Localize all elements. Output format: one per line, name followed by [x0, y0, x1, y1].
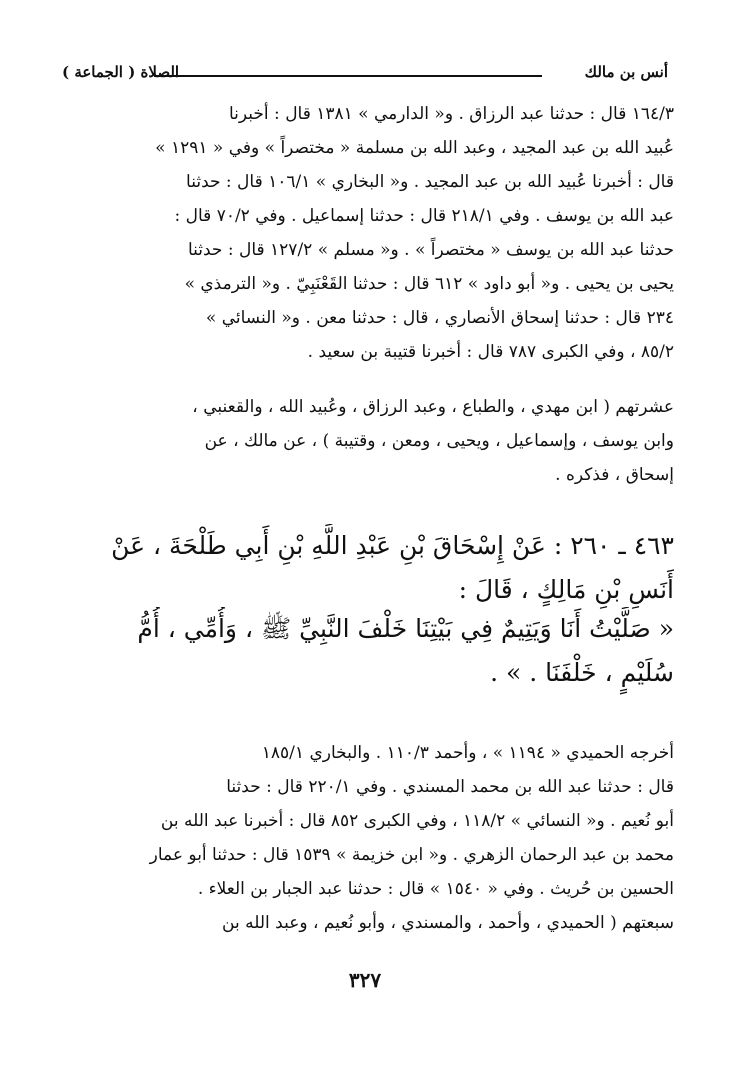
text-line: عبد الله بن يوسف . وفي ٢١٨/١ قال : حدثنا إسماعيل . وفي ٧٠/٢ قال :	[174, 206, 674, 226]
hadith-text	[62, 607, 674, 695]
text-line: قال : أخبرنا عُبيد الله بن عبد المجيد . و« البخاري » ١٠٦/١ قال : حدثنا	[186, 172, 674, 192]
text-line: ٨٥/٢ ، وفي الكبرى ٧٨٧ قال : أخبرنا قتيبة بن سعيد .	[307, 342, 674, 362]
text-line: عشرتهم ( ابن مهدي ، والطباع ، وعبد الرزاق ، وعُبيد الله ، والقعنبي ،	[192, 397, 674, 417]
narrators-paragraph-seven	[62, 906, 674, 940]
text-line: قال : حدثنا عبد الله بن محمد المسندي . وفي ٢٢٠/١ قال : حدثنا	[226, 777, 674, 797]
header-chapter-title: الصلاة ( الجماعة )	[62, 63, 180, 81]
running-header	[62, 57, 668, 87]
narrators-paragraph-ten	[62, 390, 674, 492]
hadith-line: « صَلَّيْتُ أَنَا وَيَتِيمٌ فِي بَيْتِنَا خَلْفَ النَّبِيِّ ﷺ ، وَأُمِّي ، أُمُّ	[137, 614, 674, 643]
text-line: سبعتهم ( الحميدي ، وأحمد ، والمسندي ، وأبو نُعيم ، وعبد الله بن	[222, 913, 674, 933]
text-line: إسحاق ، فذكره .	[555, 465, 674, 485]
text-line: الحسين بن حُريث . وفي « ١٥٤٠ » قال : حدثنا عبد الجبار بن العلاء .	[197, 879, 674, 899]
hadith-line: سُلَيْمٍ ، خَلْفَنَا . » .	[490, 658, 674, 687]
text-line: أبو نُعيم . و« النسائي » ١١٨/٢ ، وفي الكبرى ٨٥٢ قال : أخبرنا عبد الله بن	[160, 811, 674, 831]
hadith-chain	[62, 524, 674, 612]
text-line: ٢٣٤ قال : حدثنا إسحاق الأنصاري ، قال : حدثنا معن . و« النسائي »	[205, 308, 674, 328]
text-line: أخرجه الحميدي « ١١٩٤ » ، وأحمد ١١٠/٣ . والبخاري ١٨٥/١	[261, 743, 674, 763]
takhrij-paragraph-first	[62, 97, 674, 369]
header-rule	[154, 75, 542, 77]
text-line: ١٦٤/٣ قال : حدثنا عبد الرزاق . و« الدارمي » ١٣٨١ قال : أخبرنا	[229, 104, 674, 124]
text-line: وابن يوسف ، وإسماعيل ، ويحيى ، ومعن ، وقتيبة ) ، عن مالك ، عن	[204, 431, 674, 451]
hadith-line: أَنَسِ بْنِ مَالِكٍ ، قَالَ :	[458, 575, 674, 604]
text-line: يحيى بن يحيى . و« أبو داود » ٦١٢ قال : حدثنا القَعْنَبِيّ . و« الترمذي »	[184, 274, 674, 294]
text-line: محمد بن عبد الرحمان الزهري . و« ابن خزيمة » ١٥٣٩ قال : حدثنا أبو عمار	[149, 845, 674, 865]
takhrij-paragraph-second	[62, 736, 674, 906]
text-line: عُبيد الله بن عبد المجيد ، وعبد الله بن مسلمة « مختصراً » وفي « ١٢٩١ »	[155, 138, 674, 158]
page-number: ٣٢٧	[348, 968, 382, 992]
text-line: حدثنا عبد الله بن يوسف « مختصراً » . و« مسلم » ١٢٧/٢ قال : حدثنا	[187, 240, 674, 260]
hadith-line: ٤٦٣ ـ ٢٦٠ : عَنْ إِسْحَاقَ بْنِ عَبْدِ اللَّهِ بْنِ أَبِي طَلْحَةَ ، عَنْ	[111, 531, 674, 560]
header-companion-name: أنس بن مالك	[584, 63, 668, 81]
